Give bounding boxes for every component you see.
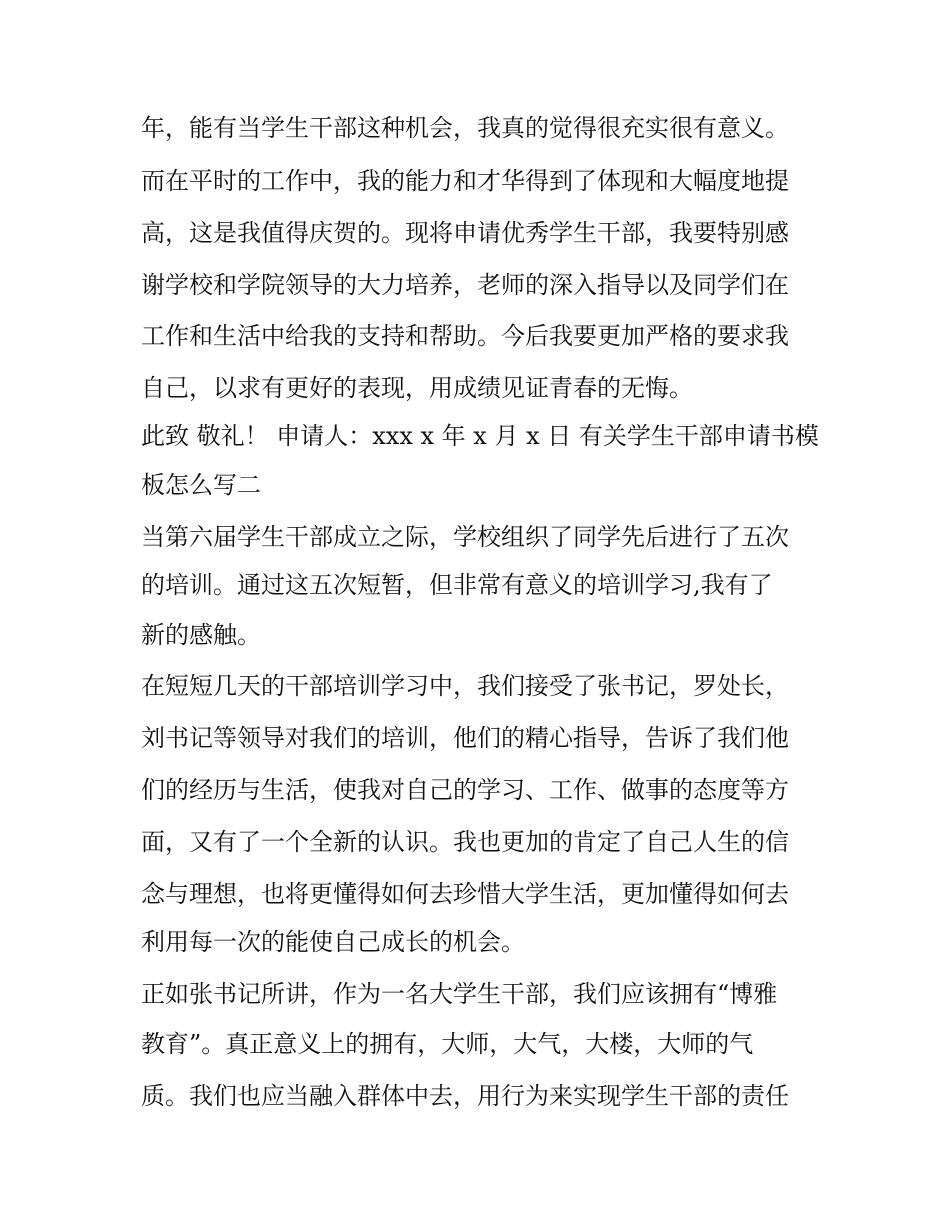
text-line: 质。我们也应当融入群体中去，用行为来实现学生干部的责任 [141,1082,789,1110]
text-line: 面，又有了一个全新的认识。我也更加的肯定了自己人生的信 [141,828,789,856]
text-line: 高，这是我值得庆贺的。现将申请优秀学生干部，我要特别感 [141,219,789,247]
text-line: 此致 敬礼！ 申请人：xxx x 年 x 月 x 日 有关学生干部申请书模 [141,422,819,450]
text-line: 年，能有当学生干部这种机会，我真的觉得很充实很有意义。 [141,114,789,142]
text-line: 板怎么写二 [141,471,261,499]
text-line: 自己，以求有更好的表现，用成绩见证青春的无悔。 [141,374,693,402]
text-line: 工作和生活中给我的支持和帮助。今后我要更加严格的要求我 [141,322,789,350]
text-line: 的培训。通过这五次短暂，但非常有意义的培训学习,我有了 [141,571,773,599]
text-line: 教育”。真正意义上的拥有，大师，大气，大楼，大师的气 [141,1030,754,1058]
text-line: 而在平时的工作中，我的能力和才华得到了体现和大幅度地提 [141,167,789,195]
text-line: 念与理想，也将更懂得如何去珍惜大学生活，更加懂得如何去 [141,880,789,908]
text-line: 利用每一次的能使自己成长的机会。 [141,928,525,956]
text-line: 当第六届学生干部成立之际，学校组织了同学先后进行了五次 [141,523,789,551]
text-line: 在短短几天的干部培训学习中，我们接受了张书记，罗处长， [141,672,789,700]
text-line: 新的感触。 [141,621,261,649]
text-line: 谢学校和学院领导的大力培养，老师的深入指导以及同学们在 [141,271,789,299]
text-line: 刘书记等领导对我们的培训，他们的精心指导，告诉了我们他 [141,724,789,752]
text-line: 们的经历与生活，使我对自己的学习、工作、做事的态度等方 [141,776,789,804]
text-line: 正如张书记所讲，作为一名大学生干部，我们应该拥有“博雅 [141,980,778,1008]
